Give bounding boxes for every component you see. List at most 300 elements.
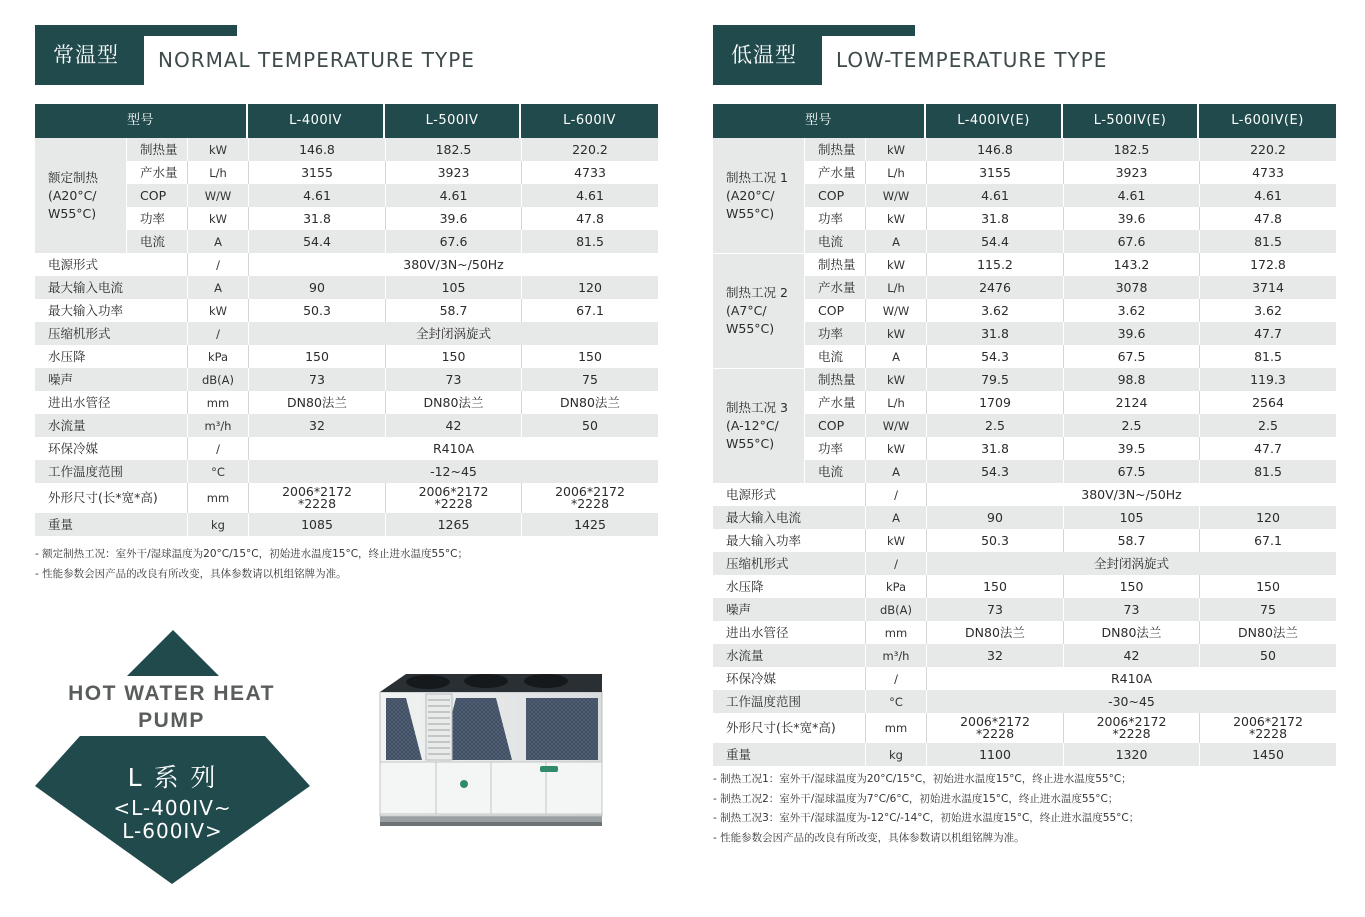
row-unit: kW	[865, 138, 926, 161]
table-row	[35, 299, 658, 322]
row-group-label	[713, 368, 804, 483]
row-label: 最大输入电流	[713, 506, 865, 529]
row-value: 50	[1199, 644, 1336, 667]
row-unit: °C	[187, 460, 248, 483]
row-value: 120	[521, 276, 658, 299]
row-value-merged: R410A	[248, 437, 658, 460]
row-unit: kPa	[865, 575, 926, 598]
row-value: 90	[248, 276, 385, 299]
row-sub-label: 制热量	[804, 368, 865, 391]
row-label: 水压降	[713, 575, 865, 598]
row-value: 3.62	[1063, 299, 1199, 322]
group-label-line: (A20°C/	[726, 187, 775, 203]
row-label: 最大输入功率	[35, 299, 187, 322]
cell-line: *2228	[297, 496, 337, 511]
row-value: 3714	[1199, 276, 1336, 299]
row-unit: dB(A)	[187, 368, 248, 391]
row-label: 压缩机形式	[35, 322, 187, 345]
row-value: 115.2	[926, 253, 1063, 276]
note-line: - 额定制热工况：室外干/湿球温度为20°C/15°C，初始进水温度15°C，终止进水温度55°C；	[35, 548, 468, 560]
row-unit: kg	[865, 743, 926, 766]
table-row	[35, 460, 658, 483]
row-label: 电源形式	[713, 483, 865, 506]
row-value: 58.7	[385, 299, 521, 322]
group-label-line: 额定制热	[48, 169, 99, 185]
row-unit: mm	[187, 483, 248, 513]
table-row	[713, 667, 1336, 690]
row-value: 2.5	[1199, 414, 1336, 437]
row-label: 工作温度范围	[35, 460, 187, 483]
low-temperature-title-en: LOW-TEMPERATURE TYPE	[836, 48, 1108, 72]
row-value: 32	[248, 414, 385, 437]
note-line: - 性能参数会因产品的改良有所改变，具体参数请以机组铭牌为准。	[713, 831, 1025, 844]
row-value: 4733	[1199, 161, 1336, 184]
row-sub-label: 电流	[804, 230, 865, 253]
group-label-line: W55°C)	[48, 205, 97, 221]
row-unit: L/h	[865, 276, 926, 299]
badge-models	[35, 797, 310, 843]
row-unit: kW	[187, 138, 248, 161]
normal-temperature-title-en: NORMAL TEMPERATURE TYPE	[158, 48, 475, 72]
row-unit: W/W	[187, 184, 248, 207]
table-row	[713, 253, 1336, 276]
row-unit: W/W	[865, 414, 926, 437]
table-row	[713, 644, 1336, 667]
row-value: 39.6	[385, 207, 521, 230]
row-sub-label: 电流	[804, 345, 865, 368]
cell-line: *2228	[1248, 726, 1288, 741]
row-label: 环保冷媒	[35, 437, 187, 460]
row-value: 73	[1063, 598, 1199, 621]
row-value: 81.5	[521, 230, 658, 253]
row-value: 47.7	[1199, 437, 1336, 460]
row-value: 4.61	[1063, 184, 1199, 207]
table-row	[35, 276, 658, 299]
row-label: 最大输入功率	[713, 529, 865, 552]
row-value: 47.8	[1199, 207, 1336, 230]
row-value: 150	[926, 575, 1063, 598]
table-row	[35, 230, 658, 253]
row-unit: mm	[865, 713, 926, 743]
table-row	[713, 299, 1336, 322]
table-row	[713, 483, 1336, 506]
row-unit: kW	[865, 368, 926, 391]
row-unit: /	[187, 322, 248, 345]
row-value: 67.6	[1063, 230, 1199, 253]
row-sub-label: 制热量	[804, 138, 865, 161]
header-model-name: L-400IV(E)	[926, 104, 1063, 138]
row-sub-label: 产水量	[126, 161, 187, 184]
row-label: 工作温度范围	[713, 690, 865, 713]
table-row	[713, 184, 1336, 207]
table-row	[35, 391, 658, 414]
table-row	[35, 513, 658, 536]
row-value: 90	[926, 506, 1063, 529]
row-label: 最大输入电流	[35, 276, 187, 299]
low-temperature-spec-table	[713, 104, 1336, 763]
row-value: 150	[1199, 575, 1336, 598]
row-unit: dB(A)	[865, 598, 926, 621]
table-row	[713, 743, 1336, 766]
row-value: 119.3	[1199, 368, 1336, 391]
row-value: 1709	[926, 391, 1063, 414]
row-unit: W/W	[865, 184, 926, 207]
row-value: 39.6	[1063, 322, 1199, 345]
row-value: 75	[1199, 598, 1336, 621]
row-value: 146.8	[926, 138, 1063, 161]
cell-line: 2006*2172	[282, 484, 352, 499]
table-row	[35, 138, 658, 161]
row-unit: L/h	[865, 391, 926, 414]
group-label-line: 制热工况 2	[726, 285, 788, 300]
row-value: 150	[248, 345, 385, 368]
table-row	[35, 368, 658, 391]
group-label-line: W55°C)	[726, 205, 775, 221]
row-unit: L/h	[187, 161, 248, 184]
row-sub-label: COP	[804, 299, 865, 322]
row-sub-label: 产水量	[804, 276, 865, 299]
row-unit: A	[187, 276, 248, 299]
row-value: 2564	[1199, 391, 1336, 414]
row-value: 2476	[926, 276, 1063, 299]
row-value: DN80法兰	[521, 391, 658, 414]
row-value	[1199, 713, 1336, 743]
row-value: 150	[1063, 575, 1199, 598]
row-value: 67.5	[1063, 345, 1199, 368]
row-value: 143.2	[1063, 253, 1199, 276]
row-unit: A	[865, 230, 926, 253]
row-value: 182.5	[1063, 138, 1199, 161]
row-value: 50.3	[248, 299, 385, 322]
row-value: 4.61	[521, 184, 658, 207]
group-label-line: 制热工况 1	[726, 169, 788, 185]
row-unit: kg	[187, 513, 248, 536]
table-row	[713, 322, 1336, 345]
badge-top-triangle	[127, 630, 219, 676]
row-value: 1265	[385, 513, 521, 536]
row-value: 47.7	[1199, 322, 1336, 345]
row-value: 58.7	[1063, 529, 1199, 552]
group-label-line: (A7°C/	[726, 303, 767, 318]
row-sub-label: COP	[126, 184, 187, 207]
header-model-name: L-600IV	[521, 104, 658, 138]
row-group-label	[713, 253, 804, 368]
table-row	[713, 138, 1336, 161]
group-label-line: W55°C)	[726, 321, 775, 336]
cell-line: 2006*2172	[960, 714, 1030, 729]
table-row	[35, 207, 658, 230]
row-value-merged: 全封闭涡旋式	[248, 322, 658, 345]
row-label: 水流量	[713, 644, 865, 667]
note-line: - 制热工况1：室外干/湿球温度为20°C/15°C，初始进水温度15°C，终止进水温度55°C；	[713, 773, 1132, 785]
row-value: 50	[521, 414, 658, 437]
row-value: 220.2	[1199, 138, 1336, 161]
row-value: 2.5	[1063, 414, 1199, 437]
row-value: 1085	[248, 513, 385, 536]
row-value: 73	[248, 368, 385, 391]
row-unit: A	[865, 460, 926, 483]
badge-title-line-2: PUMP	[138, 709, 205, 732]
row-unit: kPa	[187, 345, 248, 368]
row-value: 54.4	[248, 230, 385, 253]
row-value: 3923	[1063, 161, 1199, 184]
row-value: 105	[385, 276, 521, 299]
table-row	[713, 391, 1336, 414]
row-value: 4733	[521, 161, 658, 184]
table-row	[35, 161, 658, 184]
row-sub-label: 电流	[804, 460, 865, 483]
row-value: 79.5	[926, 368, 1063, 391]
normal-temperature-notes	[35, 545, 658, 584]
cell-line: 2006*2172	[1096, 714, 1167, 729]
row-unit: m³/h	[187, 414, 248, 437]
row-value: 67.6	[385, 230, 521, 253]
row-value: DN80法兰	[1063, 621, 1199, 644]
table-row	[713, 230, 1336, 253]
header-model-label: 型号	[35, 104, 248, 138]
row-unit: °C	[865, 690, 926, 713]
table-row	[35, 437, 658, 460]
row-value-merged: 380V/3N~/50Hz	[248, 253, 658, 276]
row-value: 150	[385, 345, 521, 368]
group-label-line: (A20°C/	[48, 187, 97, 203]
row-value: DN80法兰	[1199, 621, 1336, 644]
row-label: 水压降	[35, 345, 187, 368]
row-value: 67.5	[1063, 460, 1199, 483]
badge-title-line-1: HOT WATER HEAT	[68, 682, 275, 705]
row-value	[521, 483, 658, 513]
row-value: 172.8	[1199, 253, 1336, 276]
row-value: 4.61	[385, 184, 521, 207]
badge-models-line-1: <L-400IV~	[113, 796, 232, 820]
row-unit: L/h	[865, 161, 926, 184]
table-header-row	[713, 104, 1336, 138]
row-unit: /	[865, 552, 926, 575]
normal-temperature-title-cn: 常温型	[53, 43, 119, 67]
table-row	[713, 207, 1336, 230]
cell-line: 2006*2172	[418, 484, 489, 499]
table-row	[713, 552, 1336, 575]
row-unit: kW	[187, 299, 248, 322]
row-value: DN80法兰	[248, 391, 385, 414]
cell-line: 2006*2172	[555, 484, 625, 499]
table-row	[35, 414, 658, 437]
cell-line: 2006*2172	[1233, 714, 1303, 729]
row-sub-label: 产水量	[804, 161, 865, 184]
row-unit: /	[865, 483, 926, 506]
row-unit: A	[865, 506, 926, 529]
table-row	[713, 621, 1336, 644]
row-label: 重量	[35, 513, 187, 536]
row-label: 水流量	[35, 414, 187, 437]
row-value: 42	[1063, 644, 1199, 667]
table-row	[713, 414, 1336, 437]
row-value: 39.5	[1063, 437, 1199, 460]
table-row	[35, 345, 658, 368]
row-unit: mm	[865, 621, 926, 644]
normal-temperature-title-en-box	[144, 36, 504, 85]
row-value	[926, 713, 1063, 743]
row-unit: kW	[865, 437, 926, 460]
row-value: 75	[521, 368, 658, 391]
cell-line: *2228	[1112, 726, 1151, 741]
row-value: 105	[1063, 506, 1199, 529]
row-sub-label: COP	[804, 184, 865, 207]
row-sub-label: 产水量	[804, 391, 865, 414]
table-row	[35, 184, 658, 207]
row-unit: /	[187, 437, 248, 460]
row-unit: kW	[865, 529, 926, 552]
row-value: 3155	[248, 161, 385, 184]
row-value: 31.8	[248, 207, 385, 230]
header-model-name: L-600IV(E)	[1199, 104, 1336, 138]
row-unit: /	[865, 667, 926, 690]
row-value: 31.8	[926, 437, 1063, 460]
table-row	[713, 345, 1336, 368]
row-value: 54.3	[926, 345, 1063, 368]
header-model-label: 型号	[713, 104, 926, 138]
row-value: 1320	[1063, 743, 1199, 766]
group-label-line: (A-12°C/	[726, 418, 779, 433]
row-sub-label: 制热量	[804, 253, 865, 276]
table-row	[713, 690, 1336, 713]
row-value: 73	[926, 598, 1063, 621]
row-value: 182.5	[385, 138, 521, 161]
row-value: 146.8	[248, 138, 385, 161]
row-unit: mm	[187, 391, 248, 414]
row-group-label	[713, 138, 804, 253]
row-value: 39.6	[1063, 207, 1199, 230]
row-sub-label: 功率	[804, 322, 865, 345]
table-row	[35, 322, 658, 345]
table-row	[713, 276, 1336, 299]
row-label: 外形尺寸(长*宽*高)	[35, 483, 187, 513]
cell-line: *2228	[434, 496, 473, 511]
header-model-name: L-500IV(E)	[1063, 104, 1199, 138]
row-value: 4.61	[1199, 184, 1336, 207]
low-temperature-title-cn: 低温型	[731, 43, 797, 67]
table-row	[713, 713, 1336, 743]
row-value	[385, 483, 521, 513]
row-value-merged: 全封闭涡旋式	[926, 552, 1336, 575]
cell-line: *2228	[975, 726, 1015, 741]
row-value: 1450	[1199, 743, 1336, 766]
row-value: 31.8	[926, 207, 1063, 230]
row-value	[1063, 713, 1199, 743]
row-value: 3078	[1063, 276, 1199, 299]
table-row	[713, 598, 1336, 621]
row-value: 4.61	[926, 184, 1063, 207]
group-label-line: 制热工况 3	[726, 400, 788, 415]
row-unit: W/W	[865, 299, 926, 322]
row-value: 54.4	[926, 230, 1063, 253]
row-unit: kW	[865, 253, 926, 276]
table-row	[35, 253, 658, 276]
row-label: 进出水管径	[713, 621, 865, 644]
note-line: - 制热工况3：室外干/湿球温度为-12°C/-14°C，初始进水温度15°C，终止进水温度55°C；	[713, 812, 1140, 824]
row-label: 环保冷媒	[713, 667, 865, 690]
note-line: - 性能参数会因产品的改良有所改变，具体参数请以机组铭牌为准。	[35, 567, 347, 580]
row-value: 1425	[521, 513, 658, 536]
row-value: 2.5	[926, 414, 1063, 437]
row-label: 进出水管径	[35, 391, 187, 414]
row-value: 67.1	[1199, 529, 1336, 552]
table-row	[713, 529, 1336, 552]
row-value: 120	[1199, 506, 1336, 529]
row-value: 81.5	[1199, 230, 1336, 253]
row-value: 42	[385, 414, 521, 437]
row-value: 50.3	[926, 529, 1063, 552]
row-unit: A	[187, 230, 248, 253]
group-label-line: W55°C)	[726, 436, 775, 451]
row-unit: kW	[865, 322, 926, 345]
table-row	[713, 460, 1336, 483]
table-row	[713, 575, 1336, 598]
row-sub-label: 功率	[804, 207, 865, 230]
cell-line: *2228	[570, 496, 610, 511]
row-value: 1100	[926, 743, 1063, 766]
row-value: 220.2	[521, 138, 658, 161]
row-value: 31.8	[926, 322, 1063, 345]
row-value: 47.8	[521, 207, 658, 230]
row-label: 电源形式	[35, 253, 187, 276]
header-model-name: L-500IV	[385, 104, 521, 138]
row-label: 重量	[713, 743, 865, 766]
row-value: 67.1	[521, 299, 658, 322]
row-value-merged: -12~45	[248, 460, 658, 483]
row-sub-label: COP	[804, 414, 865, 437]
row-value: 81.5	[1199, 460, 1336, 483]
row-value: 2124	[1063, 391, 1199, 414]
table-row	[713, 506, 1336, 529]
row-unit: /	[187, 253, 248, 276]
note-line: - 制热工况2：室外干/湿球温度为7°C/6°C，初始进水温度15°C，终止进水温度55°C；	[713, 792, 1119, 805]
low-temperature-notes	[713, 770, 1336, 848]
row-value	[248, 483, 385, 513]
table-row	[713, 161, 1336, 184]
row-value: 54.3	[926, 460, 1063, 483]
row-value: 3155	[926, 161, 1063, 184]
row-value-merged: 380V/3N~/50Hz	[926, 483, 1336, 506]
row-value: 32	[926, 644, 1063, 667]
row-sub-label: 电流	[126, 230, 187, 253]
low-temperature-title-en-box	[822, 36, 1162, 85]
normal-temperature-spec-table	[35, 104, 658, 533]
row-sub-label: 功率	[804, 437, 865, 460]
table-header-row	[35, 104, 658, 138]
row-sub-label: 制热量	[126, 138, 187, 161]
row-value: DN80法兰	[385, 391, 521, 414]
row-value: 150	[521, 345, 658, 368]
row-value-merged: R410A	[926, 667, 1336, 690]
table-row	[713, 437, 1336, 460]
row-value: 98.8	[1063, 368, 1199, 391]
badge-models-line-2: L-600IV>	[122, 819, 223, 843]
row-unit: kW	[187, 207, 248, 230]
header-model-name: L-400IV	[248, 104, 385, 138]
row-value: DN80法兰	[926, 621, 1063, 644]
badge-series: L 系 列	[127, 763, 218, 792]
row-label: 噪声	[713, 598, 865, 621]
row-value: 3923	[385, 161, 521, 184]
row-group-label	[35, 138, 126, 253]
badge-title	[35, 680, 308, 734]
row-value: 3.62	[1199, 299, 1336, 322]
row-value: 4.61	[248, 184, 385, 207]
table-row	[35, 483, 658, 513]
row-value-merged: -30~45	[926, 690, 1336, 713]
row-sub-label: 功率	[126, 207, 187, 230]
